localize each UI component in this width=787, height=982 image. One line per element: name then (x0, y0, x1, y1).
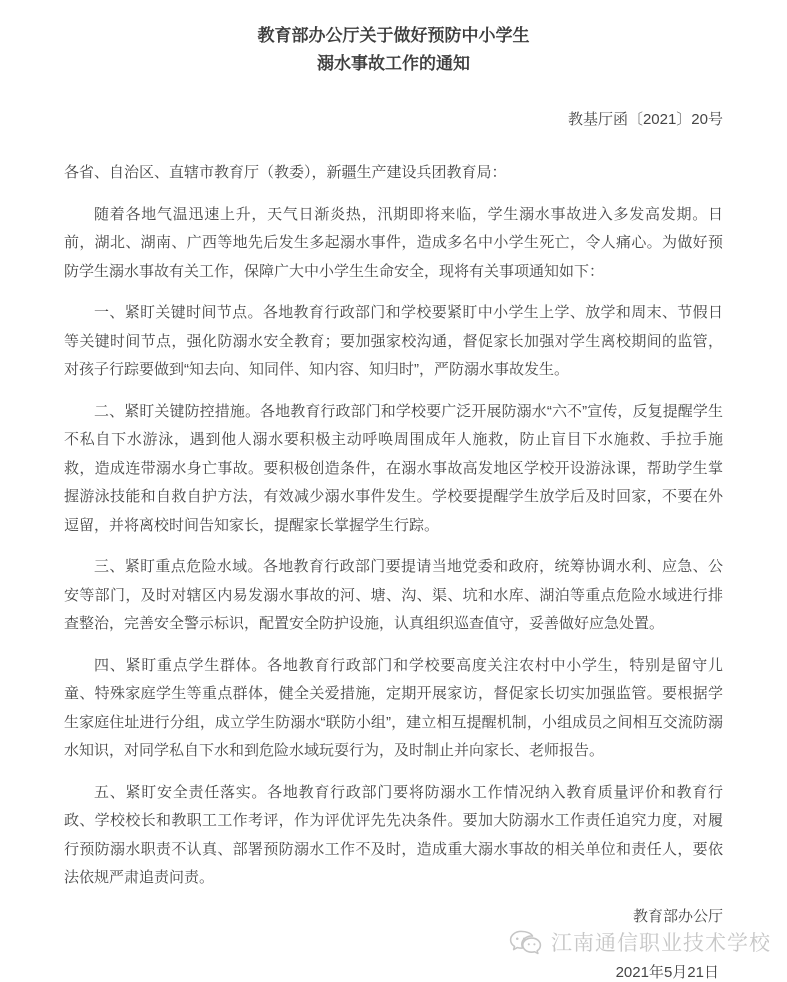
document-number: 教基厅函〔2021〕20号 (567, 111, 723, 129)
paragraph-intro: 随着各地气温迅速上升，天气日渐炎热，汛期即将来临，学生溺水事故进入多发高发期。日前，湖北、湖南、广西等地先后发生多起溺水事件，造成多名中小学生死亡，令人痛心。为做好预防学生溺水事故有关工作，保障广大中小学生生命安全，现将有关事项通知如下： (64, 205, 723, 280)
signature-office: 教育部办公厅 (632, 907, 723, 925)
school-watermark (64, 930, 771, 958)
paragraph-section-4: 四、紧盯重点学生群体。各地教育行政部门和学校要高度关注农村中小学生，特别是留守儿童、特殊家庭学生等重点群体，健全关爱措施，定期开展家访，督促家长切实加强监管。要根据学生家庭住址进行分组，成立学生防溺水“联防小组”，建立相互提醒机制，小组成员之间相互交流防溺水知识，对同学私自下水和到危险水域玩耍行为，及时制止并向家长、老师报告。 (64, 656, 723, 760)
document-title-line2: 溺水事故工作的通知 (317, 54, 470, 74)
paragraph-section-3: 三、紧盯重点危险水域。各地教育行政部门要提请当地党委和政府，统筹协调水利、应急、公安等部门，及时对辖区内易发溺水事故的河、塘、沟、渠、坑和水库、湖泊等重点危险水域进行排查整治，完善安全警示标识，配置安全防护设施，认真组织巡查值守，妥善做好应急处置。 (64, 558, 723, 633)
salutation: 各省、自治区、直辖市教育厅（教委），新疆生产建设兵团教育局： (64, 164, 507, 182)
document-date: 2021年5月21日 (615, 964, 719, 982)
watermark-text: 江南通信职业技术学校 (551, 932, 771, 956)
paragraph-section-1: 一、紧盯关键时间节点。各地教育行政部门和学校要紧盯中小学生上学、放学和周末、节假日等关键时间节点，强化防溺水安全教育；要加强家校沟通，督促家长加强对学生离校期间的监管，对孩子行踪要做到“知去向、知同伴、知内容、知归时”，严防溺水事故发生。 (64, 304, 723, 379)
document-title (64, 22, 723, 78)
paragraph-section-2: 二、紧盯关键防控措施。各地教育行政部门和学校要广泛开展防溺水“六不”宣传，反复提醒学生不私自下水游泳，遇到他人溺水要积极主动呼唤周围成年人施救，防止盲目下水施救、手拉手施救，造成连带溺水身亡事故。要积极创造条件，在溺水事故高发地区学校开设游泳课，帮助学生掌握游泳技能和自救自护方法，有效减少溺水事件发生。学校要提醒学生放学后及时回家，不要在外逗留，并将离校时间告知家长，提醒家长掌握学生行踪。 (64, 402, 723, 534)
document-title-line1: 教育部办公厅关于做好预防中小学生 (257, 26, 530, 45)
paragraph-section-5: 五、紧盯安全责任落实。各地教育行政部门要将防溺水工作情况纳入教育质量评价和教育行政、学校校长和教职工工作考评，作为评优评先先决条件。要加大防溺水工作责任追究力度，对履行预防溺水职责不认真、部署预防溺水工作不及时，造成重大溺水事故的相关单位和责任人，要依法依规严肃追责问责。 (64, 783, 723, 887)
chat-bubbles-icon (509, 930, 543, 958)
